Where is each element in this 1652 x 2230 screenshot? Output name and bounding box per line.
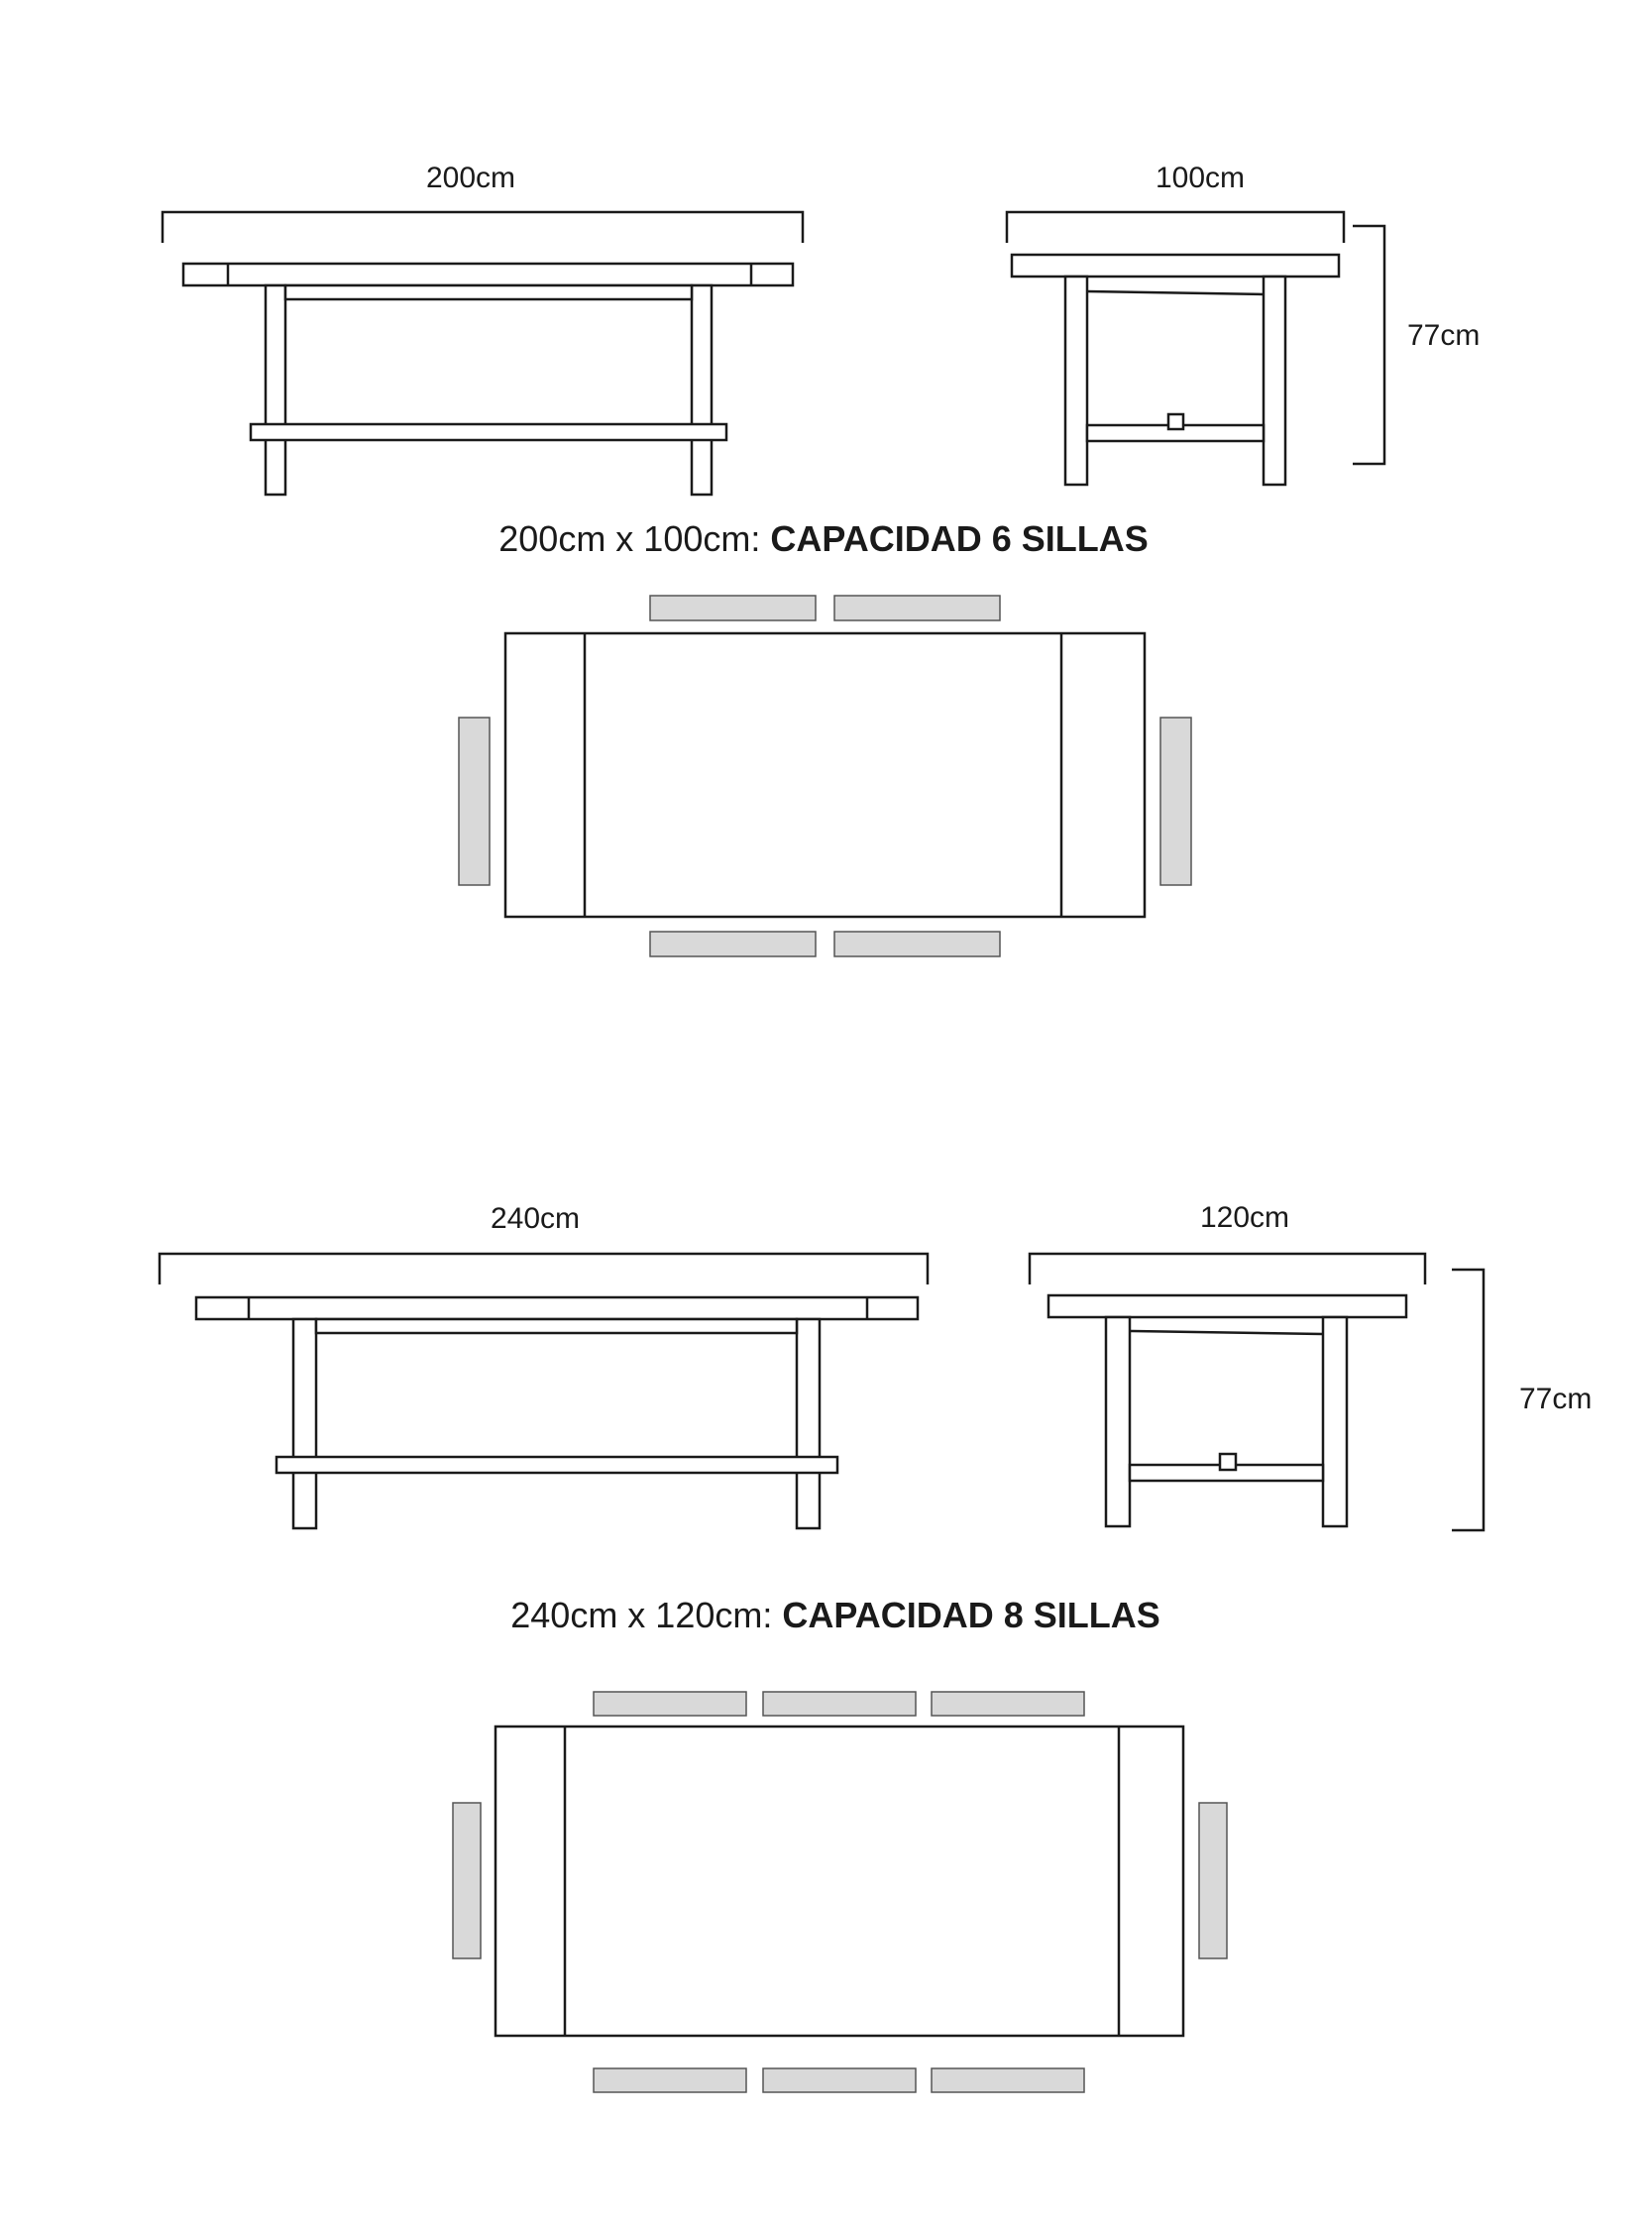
small-chair-left — [459, 718, 490, 885]
small-height-dimension-line — [1353, 226, 1384, 464]
large-chair-top-1 — [594, 1692, 746, 1716]
small-plan-tabletop — [505, 633, 1145, 917]
small-table-side-view — [1007, 162, 1480, 485]
large-height-dimension-line — [1452, 1270, 1484, 1530]
large-chair-bottom-2 — [763, 2068, 916, 2092]
small-caption — [498, 518, 1148, 559]
large-apron — [316, 1319, 797, 1333]
large-leg-right — [797, 1319, 820, 1528]
large-chair-bottom-1 — [594, 2068, 746, 2092]
small-tabletop — [183, 264, 793, 285]
large-length-dimension-line — [160, 1254, 928, 1284]
small-width-label: 100cm — [1155, 162, 1246, 194]
small-side-leg-left — [1065, 277, 1087, 485]
large-table-side-view — [1030, 1201, 1592, 1530]
small-side-leg-right — [1264, 277, 1285, 485]
large-caption-capacity: CAPACIDAD 8 SILLAS — [782, 1595, 1160, 1635]
large-height-label: 77cm — [1519, 1383, 1593, 1415]
large-chair-right — [1199, 1803, 1227, 1958]
large-side-leg-left — [1106, 1317, 1130, 1526]
large-side-leg-right — [1323, 1317, 1347, 1526]
small-width-dimension-line — [1007, 212, 1344, 243]
small-caption-capacity: CAPACIDAD 6 SILLAS — [770, 518, 1149, 559]
small-side-tabletop — [1012, 255, 1339, 277]
small-stretcher — [251, 424, 726, 440]
large-side-bolt-icon — [1220, 1454, 1236, 1470]
small-caption-size: 200cm x 100cm: — [498, 518, 771, 559]
small-chair-bottom-2 — [834, 932, 1000, 956]
small-table-front-view — [163, 162, 803, 495]
large-leg-left — [293, 1319, 316, 1528]
large-chair-top-3 — [932, 1692, 1084, 1716]
large-chair-left — [453, 1803, 481, 1958]
large-side-tabletop — [1048, 1295, 1406, 1317]
large-stretcher — [276, 1457, 837, 1473]
large-chair-top-2 — [763, 1692, 916, 1716]
large-side-apron — [1130, 1331, 1323, 1334]
small-chair-right — [1160, 718, 1191, 885]
small-apron — [285, 285, 692, 299]
large-chair-bottom-3 — [932, 2068, 1084, 2092]
small-side-apron — [1087, 291, 1264, 294]
small-side-bolt-icon — [1168, 414, 1183, 429]
large-table-plan-view — [453, 1692, 1227, 2092]
large-table-front-view — [160, 1202, 928, 1528]
small-chair-top-2 — [834, 596, 1000, 620]
small-table-plan-view — [459, 596, 1191, 956]
small-chair-bottom-1 — [650, 932, 816, 956]
large-width-dimension-line — [1030, 1254, 1425, 1284]
small-length-dimension-line — [163, 212, 803, 243]
small-chair-top-1 — [650, 596, 816, 620]
large-tabletop — [196, 1297, 918, 1319]
small-height-label: 77cm — [1407, 319, 1481, 352]
large-length-label: 240cm — [490, 1202, 581, 1235]
large-width-label: 120cm — [1199, 1201, 1290, 1234]
small-leg-left — [266, 285, 285, 495]
large-plan-tabletop — [496, 1727, 1183, 2036]
small-length-label: 200cm — [425, 162, 516, 194]
small-leg-right — [692, 285, 712, 495]
large-caption — [510, 1595, 1159, 1635]
large-caption-size: 240cm x 120cm: — [510, 1595, 783, 1635]
